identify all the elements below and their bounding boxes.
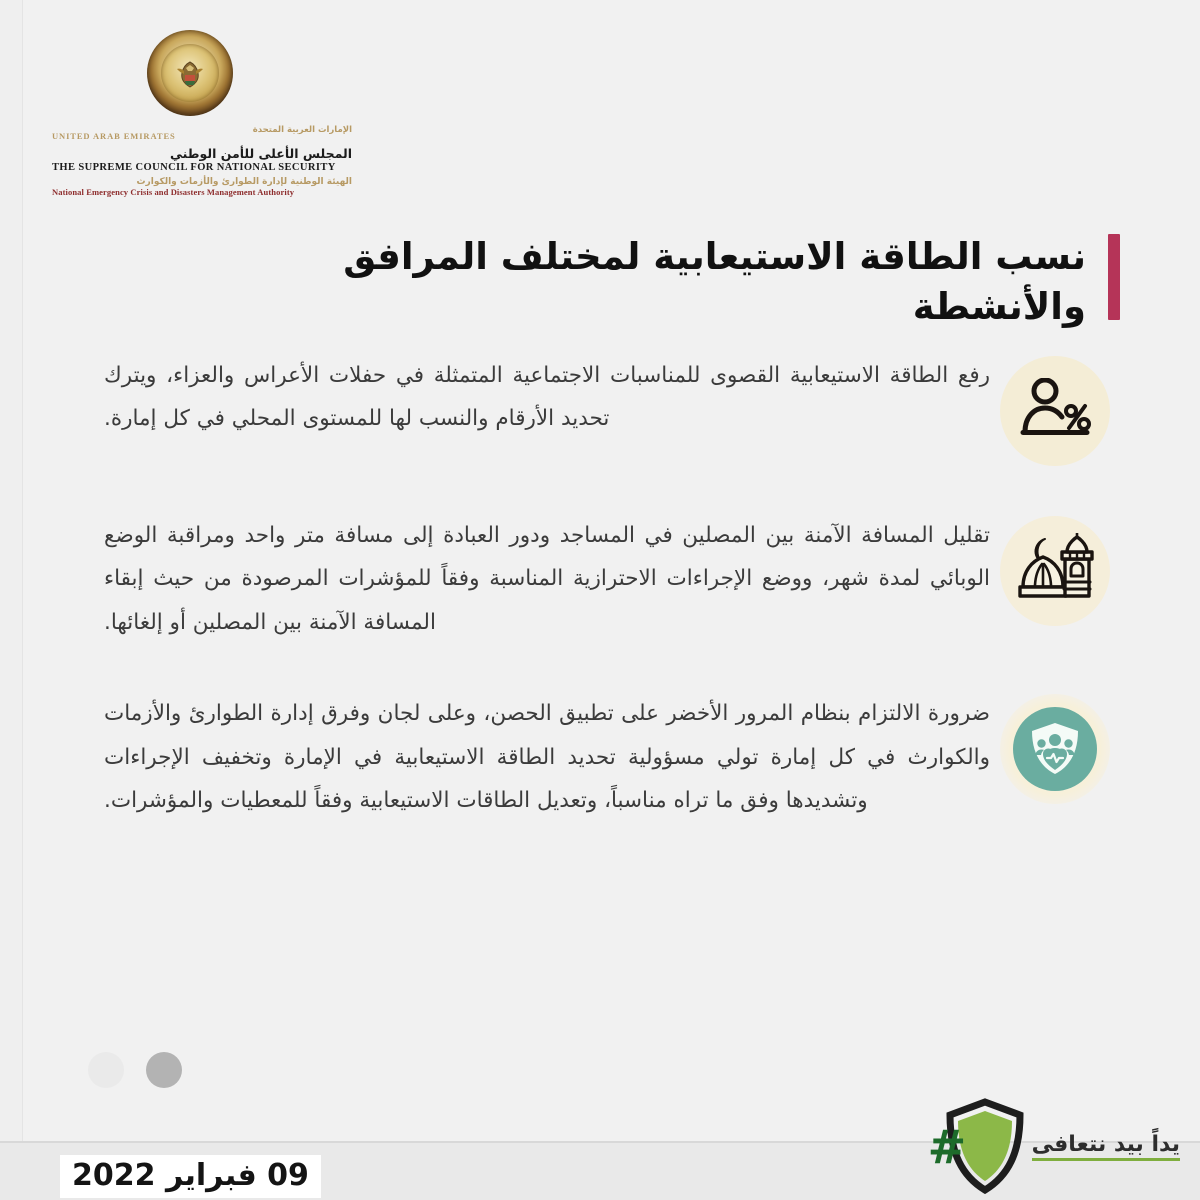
logo-line1-en: UNITED ARAB EMIRATES — [52, 131, 176, 141]
icon-badge — [1000, 694, 1110, 804]
content-paragraph: تقليل المسافة الآمنة بين المصلين في المساجد ودور العبادة إلى مسافة متر واحد ومراقبة الوضع الوبائي لمدة شهر، ووضع الإجراءات الاحترازية المناسبة وفقاً للمؤشرات المرصودة من حيث إبقاء المسافة الآمنة بين المصلين أو إلغائها. — [104, 523, 990, 635]
logo-line2-ar: المجلس الأعلى للأمن الوطني — [170, 145, 352, 161]
page-title-block — [186, 232, 1120, 331]
icon-cell — [990, 690, 1120, 804]
ncema-logo-block — [52, 26, 352, 216]
content-paragraph: ضرورة الالتزام بنظام المرور الأخضر على تطبيق الحصن، وعلى لجان وفرق إدارة الطوارئ والأزمات والكوارث في كل إمارة تولي مسؤولية تحديد الطاقة الاستيعابية في الإمارة وتخفيف الإجراءات وتشديدها وفق ما تراه مناسباً، وتعديل الطاقات الاستيعابية وفقاً للمعطيات والمؤشرات. — [104, 701, 990, 814]
hash-symbol: # — [927, 1120, 967, 1174]
left-gutter — [0, 0, 22, 1145]
pagination-dot-active[interactable] — [146, 1052, 182, 1088]
logo-text-lines — [52, 126, 352, 197]
pagination-dot-inactive[interactable] — [88, 1052, 124, 1088]
mosque-icon — [1015, 533, 1095, 609]
content-text-cell — [104, 512, 990, 644]
falcon-glyph — [173, 59, 207, 91]
green-shield-hashtag-icon — [927, 1098, 1026, 1194]
page-title: نسب الطاقة الاستيعابية لمختلف المرافق والأنشطة — [343, 235, 1086, 328]
family-shield-icon — [1029, 721, 1081, 777]
logo-line3-ar: الهيئة الوطنية لإدارة الطوارئ والأزمات والكوارث — [136, 176, 352, 187]
icon-badge — [1000, 516, 1110, 626]
campaign-hashtag-block — [927, 1098, 1180, 1194]
logo-line1-ar: الإمارات العربية المتحدة — [252, 125, 352, 135]
title-accent-bar — [1108, 234, 1120, 320]
pagination-dots[interactable] — [88, 1052, 182, 1088]
teal-disc — [1013, 707, 1097, 791]
icon-cell — [990, 512, 1120, 626]
logo-line2-en: THE SUPREME COUNCIL FOR NATIONAL SECURITY — [52, 161, 336, 173]
publication-date: 09 فبراير 2022 — [60, 1155, 321, 1198]
content-paragraph: رفع الطاقة الاستيعابية القصوى للمناسبات الاجتماعية المتمثلة في حفلات الأعراس والعزاء، ويترك تحديد الأرقام والنسب لها للمستوى المحلي في كل إمارة. — [104, 363, 990, 432]
content-text-cell — [104, 690, 990, 822]
logo-line-1 — [52, 126, 352, 143]
left-seam-divider — [22, 0, 23, 1145]
content-text-cell — [104, 352, 990, 441]
content-row — [104, 512, 1120, 644]
icon-badge — [1000, 356, 1110, 466]
uae-federal-emblem-icon — [147, 30, 233, 116]
person-percent-icon — [1019, 378, 1091, 444]
content-row — [104, 690, 1120, 822]
logo-line3-en: National Emergency Crisis and Disasters Management Authority — [52, 186, 295, 197]
icon-cell — [990, 352, 1120, 466]
campaign-hashtag-text: يداً بيد نتعافى — [1032, 1132, 1180, 1161]
content-row — [104, 352, 1120, 466]
content-rows — [104, 352, 1120, 869]
